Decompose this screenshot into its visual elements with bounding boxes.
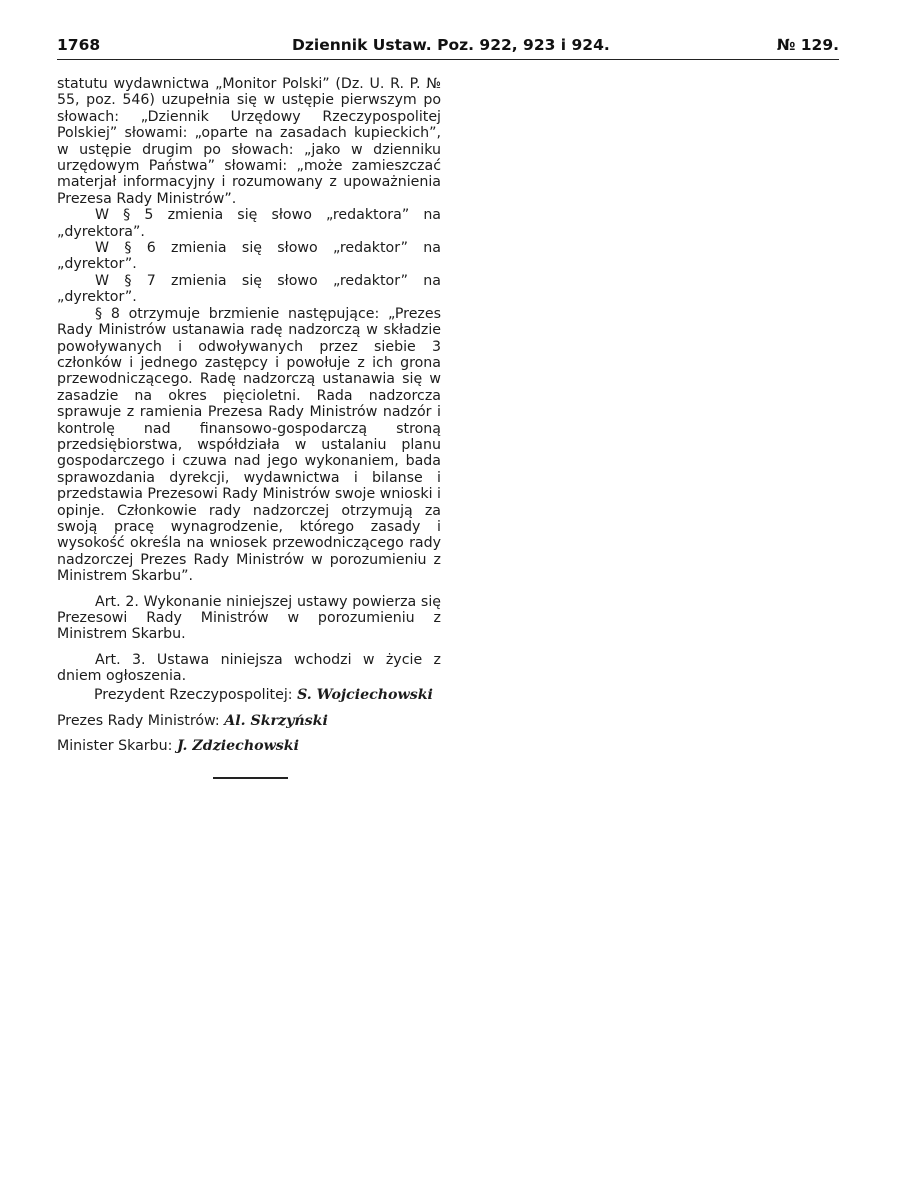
issue-number: № 129. <box>776 36 839 54</box>
article-2: Art. 2. Wykonanie niniejszej ustawy powierza się Prezesowi Rady Ministrów w porozumieniu z Ministrem Skarbu. <box>57 593 441 643</box>
signature-name: S. Wojciechowski <box>297 687 433 703</box>
paragraph-statute: statutu wydawnictwa „Monitor Polski” (Dz. U. R. P. № 55, poz. 546) uzupełnia się w ustępie pierwszym po słowach: „Dziennik Urzędowy Rzeczypospolitej Polskiej” słowami: „oparte na zasadach kupieckich”, w ustępie drugim po słowach: „jako w dzienniku urzędowym Państwa” słowami: „może zamieszczać materjał informacyjny i rozumowany z upoważnienia Prezesa Rady Ministrów”. <box>57 76 441 207</box>
end-rule <box>213 777 288 779</box>
page-header <box>57 36 839 58</box>
signature-president <box>94 687 433 703</box>
signature-treasury-minister <box>57 738 299 754</box>
journal-title: Dziennik Ustaw. Poz. 922, 923 i 924. <box>292 36 610 54</box>
paragraph-section-5: W § 5 zmienia się słowo „redaktora” na „dyrektora”. <box>57 207 441 240</box>
signature-name: Al. Skrzyński <box>224 713 328 729</box>
signature-role: Prezes Rady Ministrów: <box>57 713 220 729</box>
paragraph-section-7: W § 7 zmienia się słowo „redaktor” na „dyrektor”. <box>57 272 441 306</box>
page-number: 1768 <box>57 36 101 54</box>
article-3: Art. 3. Ustawa niniejsza wchodzi w życie z dniem ogłoszenia. <box>57 651 441 685</box>
paragraph-section-8: § 8 otrzymuje brzmienie następujące: „Prezes Rady Ministrów ustanawia radę nadzorczą w składzie powoływanych i odwoływanych przez siebie 3 członków i jednego zastępcy i powołuje z ich grona przewodniczącego. Radę nadzorczą ustanawia się w zasadzie na okres pięcioletni. Rada nadzorcza sprawuje z ramienia Prezesa Rady Ministrów nadzór i kontrolę nad finansowo-gospodarczą stroną przedsiębiorstwa, współdziała w ustalaniu planu gospodarczego i czuwa nad jego wykonaniem, bada sprawozdania dyrekcji, wydawnictwa i bilanse i przedstawia Prezesowi Rady Ministrów swoje wnioski i opinje. Członkowie rady nadzorczej otrzymują za swoją pracę wynagrodzenie, którego zasady i wysokość określa na wniosek przewodniczącego rady nadzorczej Prezes Rady Ministrów w porozumieniu z Ministrem Skarbu”. <box>57 305 441 585</box>
signature-role: Prezydent Rzeczypospolitej: <box>94 687 293 703</box>
paragraph-section-6: W § 6 zmienia się słowo „redaktor” na „dyrektor”. <box>57 240 441 273</box>
signature-name: J. Zdziechowski <box>176 738 300 754</box>
text-column <box>57 76 441 685</box>
signature-role: Minister Skarbu: <box>57 738 173 754</box>
signature-prime-minister <box>57 713 328 729</box>
header-rule <box>57 59 839 60</box>
